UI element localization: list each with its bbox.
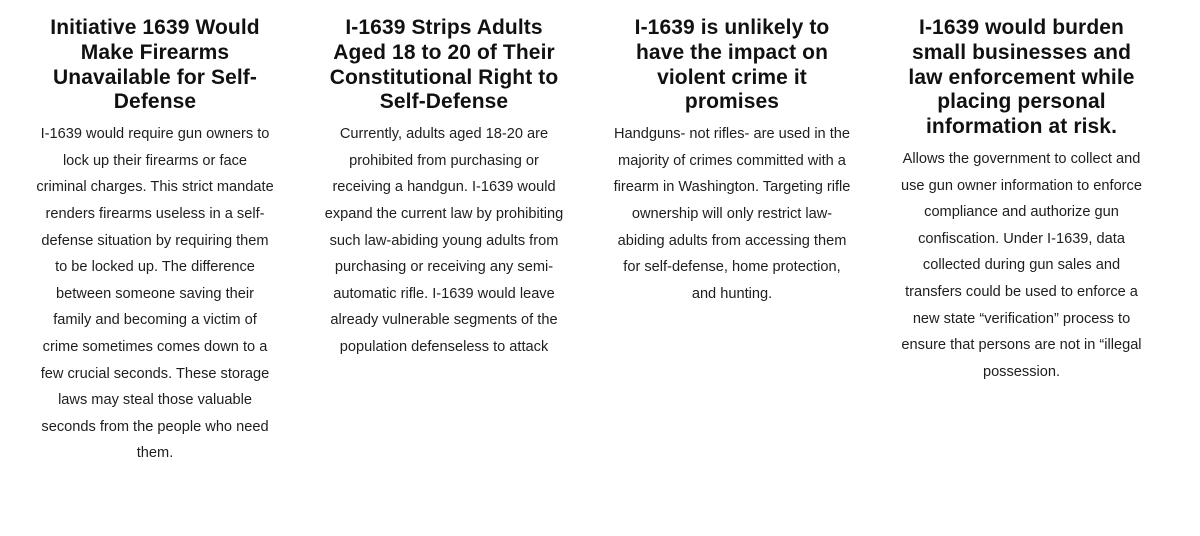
column-business-burden: [900, 16, 1143, 385]
column-heading: I-1639 is unlikely to have the impact on violent crime it promises: [634, 16, 830, 114]
column-heading: Initiative 1639 Would Make Firearms Unavailable for Self-Defense: [50, 16, 260, 114]
column-body: Currently, adults aged 18-20 are prohibited from purchasing or receiving a handgun. I-1639 would expand the current law by prohibiting such law-abiding young adults from purchasing or receiving any semi-automatic rifle. I-1639 would leave already vulnerable segments of the population defenseless to attack: [324, 126, 564, 355]
column-self-defense: [36, 16, 274, 467]
column-body: Handguns- not rifles- are used in the majority of crimes committed with a firearm in Washington. Targeting rifle ownership will only restrict law-abiding adults from accessing them for self-defense, home protection, and hunting.: [613, 126, 851, 302]
column-young-adults: [320, 16, 568, 361]
column-violent-crime: [612, 16, 852, 307]
column-heading: I-1639 Strips Adults Aged 18 to 20 of Their Constitutional Right to Self-Defense: [329, 16, 559, 114]
column-heading: I-1639 would burden small businesses and law enforcement while placing personal information at risk.: [908, 16, 1135, 139]
column-body: Allows the government to collect and use gun owner information to enforce compliance and authorize gun confiscation. Under I-1639, data collected during gun sales and transfers could be used to enforce a new state “verification” process to ensure that persons are not in “illegal possession.: [901, 150, 1142, 380]
column-body: I-1639 would require gun owners to lock up their firearms or face criminal charges. This strict mandate renders firearms useless in a self-defense situation by requiring them to be locked up. The difference between someone saving their family and becoming a victim of crime sometimes comes down to a few crucial seconds. These storage laws may steal those valuable seconds from the people who need them.: [36, 126, 274, 462]
